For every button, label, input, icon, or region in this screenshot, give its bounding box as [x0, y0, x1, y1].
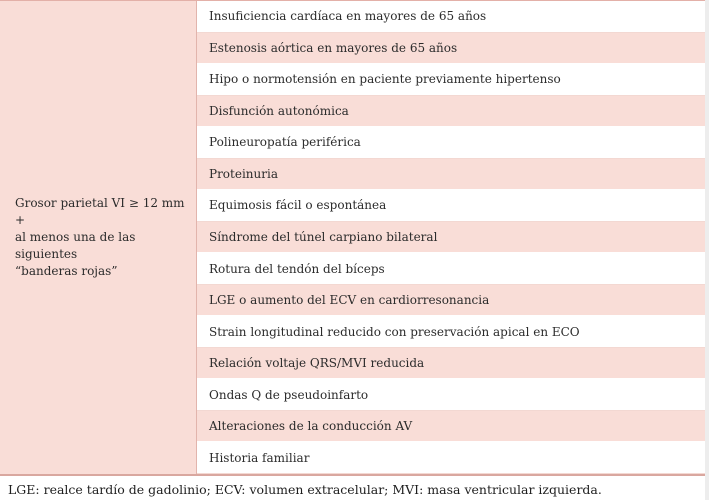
criteria-line-4: “banderas rojas”: [15, 264, 118, 278]
table-row: Estenosis aórtica en mayores de 65 años: [197, 33, 705, 65]
criteria-cell: [0, 1, 197, 474]
criteria-text: [15, 195, 196, 280]
table-row: Hipo o normotensión en paciente previamente hipertenso: [197, 64, 705, 96]
table-row: Equimosis fácil o espontánea: [197, 190, 705, 222]
criteria-line-3: al menos una de las siguientes: [15, 230, 136, 261]
table-row: Historia familiar: [197, 442, 705, 474]
page-edge: [705, 0, 709, 500]
table-row: Polineuropatía periférica: [197, 127, 705, 159]
criteria-line-2: +: [15, 213, 26, 227]
table-row: Proteinuria: [197, 159, 705, 191]
criteria-line-1: Grosor parietal VI ≥ 12 mm: [15, 196, 185, 210]
footnote: LGE: realce tardío de gadolinio; ECV: volumen extracelular; MVI: masa ventricular izquierda.: [8, 482, 602, 497]
table-row: Relación voltaje QRS/MVI reducida: [197, 348, 705, 380]
table-row: Insuficiencia cardíaca en mayores de 65 años: [197, 1, 705, 33]
table-row: Síndrome del túnel carpiano bilateral: [197, 222, 705, 254]
table-row: Rotura del tendón del bíceps: [197, 253, 705, 285]
table-row: Strain longitudinal reducido con preservación apical en ECO: [197, 316, 705, 348]
table-row: Ondas Q de pseudoinfarto: [197, 379, 705, 411]
table-row: Alteraciones de la conducción AV: [197, 411, 705, 443]
table-row: Disfunción autonómica: [197, 96, 705, 128]
red-flags-list: [197, 1, 705, 474]
table-row: LGE o aumento del ECV en cardiorresonancia: [197, 285, 705, 317]
